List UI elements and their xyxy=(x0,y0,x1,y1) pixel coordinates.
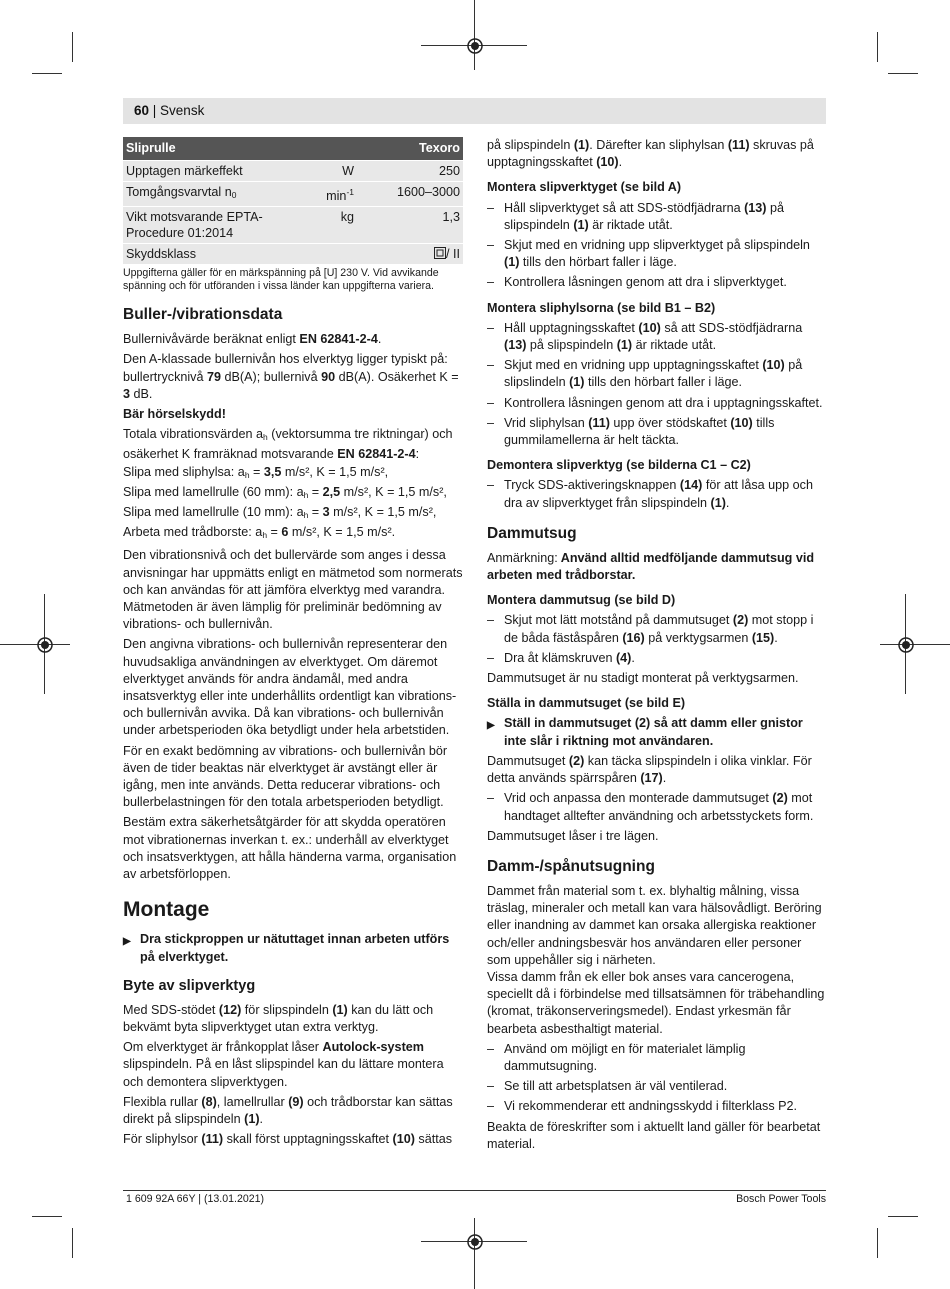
list-item-text: Se till att arbetsplatsen är väl ventilerad. xyxy=(504,1079,728,1094)
footer-rule xyxy=(123,1190,826,1191)
dash-bullet: – xyxy=(487,791,495,806)
text: och trådborstar kan sättas direkt på slipspindeln xyxy=(123,1094,453,1126)
paragraph: Dammutsuget låser i tre lägen. xyxy=(487,828,659,843)
reference-number: (1) xyxy=(569,375,585,390)
list-item xyxy=(487,612,825,646)
warning-item xyxy=(487,715,825,749)
reference-number: (11) xyxy=(727,138,750,152)
subscript: h xyxy=(244,469,250,480)
text: Bär hörselskydd! xyxy=(123,407,226,422)
paragraph: För en exakt bedömning av vibrations- och bullernivån bör även de tider beaktas när elverktyget är avstängt eller är igång, men inte används. Detta reducerar vibrations- och bullerbelastningen för den totala arbetsperioden betydligt. xyxy=(123,743,448,810)
text: på slipslindeln xyxy=(504,358,803,390)
dash-bullet: – xyxy=(487,320,495,335)
crop-mark xyxy=(32,73,62,74)
list-demount xyxy=(487,477,825,511)
dash-bullet: – xyxy=(487,650,495,665)
list-item xyxy=(487,650,825,667)
list-item-text xyxy=(504,320,825,354)
crop-mark xyxy=(888,73,918,74)
spec-label: Upptagen märkeffekt xyxy=(123,161,293,182)
paragraph: Den angivna vibrations- och bullernivån representerar den huvudsakliga användningen av elverktyget. Om däremot elverktyget används för andra ändamål, med andra insatsverktyg eller inte underhållits ordentligt kan vibrations- och bullernivån avvika. Då kan vibrations- och bullernivån under arbetsperioden öka betydligt under hela arbetstiden. xyxy=(123,637,457,738)
text: m/s², K = 1,5 m/s². xyxy=(288,525,396,540)
spec-table-header xyxy=(123,137,463,161)
dash-bullet: – xyxy=(487,478,495,493)
reference-number: (10) xyxy=(392,1132,415,1147)
list-item xyxy=(487,320,825,354)
spec-unit xyxy=(293,182,357,207)
value: 3 xyxy=(123,386,131,401)
footer-brand: Bosch Power Tools xyxy=(736,1193,826,1205)
list-item-text xyxy=(504,274,825,291)
paragraph xyxy=(123,351,463,403)
reference-number: (11) xyxy=(588,415,610,430)
subheading-mount-b: Montera sliphylsorna (se bild B1 – B2) xyxy=(487,300,716,315)
text: Slipa med lamellrulle (10 mm): a xyxy=(123,505,304,520)
value: 3 xyxy=(322,505,330,520)
text: Anmärkning: xyxy=(487,550,558,565)
paragraph xyxy=(123,1131,463,1148)
spec-value xyxy=(357,244,463,265)
page-language: Svensk xyxy=(160,103,205,118)
registration-mark-icon xyxy=(464,1231,486,1253)
list-mount-a xyxy=(487,200,825,292)
list-item xyxy=(487,237,825,271)
list-item xyxy=(487,357,825,391)
text: Skjut med en vridning upp upptagningsskaftet xyxy=(504,358,763,373)
right-column xyxy=(487,137,825,1156)
registration-mark-icon xyxy=(34,634,56,656)
protection-class-text: / II xyxy=(446,247,460,262)
reference-number: (13) xyxy=(744,200,767,215)
list-item-text xyxy=(504,395,825,412)
text: = xyxy=(249,464,264,479)
list-dust-adjust xyxy=(487,790,825,824)
paragraph xyxy=(123,1002,463,1036)
crop-mark xyxy=(877,32,878,62)
text: . xyxy=(631,650,635,665)
text: Slipa med lamellrulle (60 mm): a xyxy=(123,484,304,499)
value: 79 xyxy=(207,369,222,384)
arrow-icon: ▶ xyxy=(487,720,495,732)
text: för att låsa upp och dra av slipverktyget från slipspindeln xyxy=(504,478,813,510)
dash-bullet: – xyxy=(487,1099,495,1114)
list-item xyxy=(487,1098,825,1115)
text: Dammutsuget xyxy=(487,753,569,768)
text: Om elverktyget är frånkopplat låser xyxy=(123,1040,323,1055)
reference-number: (9) xyxy=(288,1094,304,1109)
value: 3,5 xyxy=(263,464,282,479)
list-item xyxy=(487,274,825,291)
text: tills gummilamellerna är helt täckta. xyxy=(504,415,775,448)
list-item-text xyxy=(504,790,825,824)
spec-unit-sup: -1 xyxy=(346,187,354,198)
spec-unit: kg xyxy=(293,207,357,244)
vibration-line xyxy=(123,464,463,484)
left-column xyxy=(123,137,463,1151)
text: är riktade utåt. xyxy=(632,338,717,353)
spec-header-unit xyxy=(293,137,357,161)
section-heading-noise: Buller-/vibrationsdata xyxy=(123,306,283,324)
table-row xyxy=(123,182,463,207)
text: upp över stödskaftet xyxy=(609,415,731,430)
list-item-text xyxy=(504,200,825,234)
dash-bullet: – xyxy=(487,613,495,628)
text: . xyxy=(259,1111,264,1126)
list-item-text xyxy=(504,415,825,449)
text: : xyxy=(415,447,420,462)
spec-label-sub: 0 xyxy=(231,190,237,201)
reference-number: (2) xyxy=(568,753,585,768)
text: skruvas på upptagningsskaftet xyxy=(487,138,814,170)
text: . Därefter kan sliphylsan xyxy=(589,138,728,152)
crop-mark xyxy=(72,32,73,62)
reference-number: (10) xyxy=(596,155,619,170)
text: på slipspindeln xyxy=(526,338,617,353)
list-item-text xyxy=(504,357,825,391)
text: (vektorsumma tre riktningar) och osäkerhet K framräknad motsvarande xyxy=(123,427,453,462)
text: Med SDS-stödet xyxy=(123,1002,219,1017)
text: dB(A). Osäkerhet K = xyxy=(335,369,459,384)
text: Dra åt klämskruven xyxy=(504,650,616,665)
text: för slipspindeln xyxy=(241,1002,333,1017)
text: Kontrollera låsningen genom att dra i upptagningsskaftet. xyxy=(504,395,823,410)
paragraph: Vissa damm från ek eller bok anses vara cancerogena, speciellt då i förbindelse med tillsatsämnen för träbehandling (kromat, träkonserveringsmedel). Endast yrkesmän får bearbeta asbesthaltigt material. xyxy=(487,969,825,1036)
text: m/s², K = 1,5 m/s², xyxy=(329,505,437,520)
vibration-line xyxy=(123,524,463,544)
reference-number: (12) xyxy=(218,1002,242,1017)
list-item-text xyxy=(504,612,825,646)
list-item-text xyxy=(504,650,825,667)
text: mot stopp i de båda fäståspåren xyxy=(504,613,814,645)
paragraph xyxy=(123,331,463,348)
text: Skjut med en vridning upp slipverktyget på slipspindeln xyxy=(504,238,810,253)
page-number: 60 xyxy=(134,103,150,118)
reference-number: (11) xyxy=(201,1132,224,1147)
vibration-line xyxy=(123,484,463,504)
text: slipspindeln. På en låst slipspindel kan du lättare montera och demontera slipverktygen. xyxy=(123,1057,444,1089)
text: . xyxy=(725,495,730,510)
registration-mark-icon xyxy=(895,634,917,656)
text: så att SDS-stödfjädrarna xyxy=(660,320,803,335)
dash-bullet: – xyxy=(487,275,495,290)
text: Håll upptagningsskaftet xyxy=(504,320,639,335)
section-heading-dust: Dammutsug xyxy=(487,524,577,542)
hearing-warning xyxy=(123,406,463,423)
list-mount-b xyxy=(487,320,825,449)
text: = xyxy=(267,525,282,540)
text: Vrid sliphylsan xyxy=(504,415,589,430)
text: = xyxy=(308,484,323,499)
text: dB. xyxy=(130,386,153,401)
text: mot handtaget alltefter användning och arbetsstyckets form. xyxy=(504,791,814,823)
text: tills den hörbart faller i läge. xyxy=(519,255,677,270)
section-heading-chip: Damm-/spånutsugning xyxy=(487,857,655,875)
paragraph: Bestäm extra säkerhetsåtgärder för att skydda operatören mot vibrationernas inverkan t. ex.: underhåll av elverktyget och insatsverktygen, att hålla händerna varma, organisation av arbetsförloppen. xyxy=(123,815,457,882)
table-row xyxy=(123,244,463,265)
reference-number: (1) xyxy=(332,1002,348,1017)
text: Totala vibrationsvärden a xyxy=(123,427,264,442)
reference-number: (4) xyxy=(615,650,632,665)
spec-value: 1,3 xyxy=(357,207,463,244)
text: är riktade utåt. xyxy=(588,217,673,232)
text: Vrid och anpassa den monterade dammutsuget xyxy=(504,791,773,806)
crop-mark xyxy=(888,1216,918,1217)
table-row xyxy=(123,161,463,182)
spec-unit xyxy=(293,244,357,265)
text: m/s², K = 1,5 m/s², xyxy=(340,484,447,499)
reference-number: (8) xyxy=(201,1094,217,1109)
spec-header-model: Texoro xyxy=(357,137,463,161)
list-item xyxy=(487,200,825,234)
spec-header-product: Sliprulle xyxy=(123,137,293,161)
reference-number: (2) xyxy=(732,613,749,628)
subscript: h xyxy=(303,510,309,521)
list-item xyxy=(487,415,825,449)
reference-number: (16) xyxy=(622,630,645,645)
vibration-values xyxy=(123,464,463,545)
subscript: h xyxy=(262,530,268,541)
paragraph: Dammutsuget är nu stadigt monterat på verktygsarmen. xyxy=(487,671,799,686)
text: kan täcka slipspindeln i olika vinklar. För detta används spärrspåren xyxy=(487,753,812,786)
table-row xyxy=(123,207,463,244)
spec-label: Skyddsklass xyxy=(123,244,293,265)
warning-text: Dra stickproppen ur nätuttaget innan arbeten utförs på elverktyget. xyxy=(140,932,450,964)
spec-table xyxy=(123,137,463,265)
text: = xyxy=(308,505,323,520)
list-item-text xyxy=(504,477,825,511)
spec-unit: W xyxy=(293,161,357,182)
reference-number: (2) xyxy=(772,791,788,806)
text: . xyxy=(377,332,382,347)
dash-bullet: – xyxy=(487,395,495,410)
reference-number: (1) xyxy=(504,255,520,270)
vibration-line xyxy=(123,504,463,524)
list-item-text xyxy=(504,237,825,271)
paragraph xyxy=(123,426,463,463)
text: skall först upptagningsskaftet xyxy=(223,1132,393,1147)
text: m/s², K = 1,5 m/s², xyxy=(281,464,389,479)
subheading-dust-mount: Montera dammutsug (se bild D) xyxy=(487,593,676,608)
subscript: h xyxy=(303,489,309,500)
warning-text: Ställ in dammutsuget (2) så att damm eller gnistor inte slår i riktning mot användaren. xyxy=(504,716,803,748)
text: på slipspindeln xyxy=(487,138,574,152)
paragraph xyxy=(487,753,825,787)
section-heading-montage: Montage xyxy=(123,898,210,922)
header-bar xyxy=(123,98,826,124)
paragraph: Beakta de föreskrifter som i aktuellt land gäller för bearbetat material. xyxy=(487,1119,821,1151)
list-item-text: Använd om möjligt en för materialet lämplig dammutsugning. xyxy=(504,1041,746,1073)
list-item xyxy=(487,1041,825,1075)
crop-mark xyxy=(32,1216,62,1217)
text: dB(A); bullernivå xyxy=(221,369,322,384)
reference-number: (1) xyxy=(616,338,633,353)
paragraph xyxy=(123,1039,463,1091)
spec-value: 1600–3000 xyxy=(357,182,463,207)
text: Tryck SDS-aktiveringsknappen xyxy=(504,478,680,493)
dash-bullet: – xyxy=(487,1079,495,1094)
reference-number: (10) xyxy=(730,415,753,430)
paragraph: Dammet från material som t. ex. blyhaltig målning, vissa träslag, mineraler och metall kan vara hälsovådligt. Beröring eller inandning av dammet kan orsaka allergiska reaktioner och/eller andningsbesvär hos användaren eller personer som uppehåller sig i närheten. xyxy=(487,883,822,967)
arrow-icon: ▶ xyxy=(123,936,131,948)
reference-number: (1) xyxy=(573,138,590,152)
crop-mark xyxy=(72,1228,73,1258)
text: Håll slipverktyget så att SDS-stödfjädrarna xyxy=(504,200,745,215)
spec-note: Uppgifterna gäller för en märkspänning på [U] 230 V. Vid avvikande spänning och för utföranden i vissa länder kan uppgifterna variera. xyxy=(123,267,439,293)
text: . xyxy=(662,771,667,786)
reference-number: Autolock-system xyxy=(322,1040,424,1055)
text: på slipspindeln xyxy=(504,200,785,232)
paragraph xyxy=(123,1094,463,1128)
dash-bullet: – xyxy=(487,358,495,373)
list-item xyxy=(487,790,825,824)
text: , lamellrullar xyxy=(216,1094,289,1109)
list-item-text: Vi rekommenderar ett andningsskydd i filterklass P2. xyxy=(504,1099,798,1114)
crop-mark xyxy=(474,1218,475,1289)
section-heading-byte: Byte av slipverktyg xyxy=(123,977,256,994)
dash-bullet: – xyxy=(487,200,495,215)
reference-number: (17) xyxy=(640,771,663,786)
footer-doc-code: 1 609 92A 66Y | (13.01.2021) xyxy=(126,1193,265,1205)
reference-number: (13) xyxy=(504,338,527,353)
subscript: h xyxy=(263,432,268,443)
spec-value: 250 xyxy=(357,161,463,182)
text: . xyxy=(618,155,623,170)
text: Kontrollera låsningen genom att dra i slipverktyget. xyxy=(504,275,787,290)
warning-item xyxy=(123,931,463,965)
value: 6 xyxy=(281,525,289,540)
reference-number: Använd alltid medföljande dammutsug vid arbeten med trådborstar. xyxy=(487,550,815,583)
reference-number: (1) xyxy=(710,495,726,510)
text: kan du lätt och bekvämt byta slipverktyget utan extra verktyg. xyxy=(123,1002,434,1034)
spec-label xyxy=(123,182,293,207)
spec-unit-text: min xyxy=(326,189,347,204)
subheading-demount: Demontera slipverktyg (se bilderna C1 – C2) xyxy=(487,458,751,473)
standard-ref: EN 62841-2-4 xyxy=(299,332,378,347)
dash-bullet: – xyxy=(487,415,495,430)
reference-number: (1) xyxy=(244,1111,260,1126)
text: på verktygsarmen xyxy=(644,630,752,645)
list-dust-mount xyxy=(487,612,825,667)
registration-mark-icon xyxy=(464,35,486,57)
page-header: 60 | Svensk xyxy=(134,103,205,118)
text: För sliphylsor xyxy=(123,1132,202,1147)
text: Flexibla rullar xyxy=(123,1094,202,1109)
reference-number: (1) xyxy=(573,217,589,232)
text: Arbeta med trådborste: a xyxy=(123,525,263,540)
dash-bullet: – xyxy=(487,1041,495,1056)
reference-number: (10) xyxy=(638,320,661,335)
text: Skjut mot lätt motstånd på dammutsuget xyxy=(504,613,733,628)
list-item xyxy=(487,477,825,511)
protection-class-icon xyxy=(434,247,446,259)
reference-number: (15) xyxy=(751,630,775,645)
crop-mark xyxy=(877,1228,878,1258)
subheading-mount-a: Montera slipverktyget (se bild A) xyxy=(487,180,682,195)
paragraph: Den vibrationsnivå och det bullervärde som anges i dessa anvisningar har uppmätts enligt en mätmetod som normerats och kan användas för att jämföra elverktyg med varandra. Mätmetoden är även lämplig för preliminär bedömning av vibrations- och bullernivån. xyxy=(123,548,463,632)
text: sättas xyxy=(414,1132,453,1147)
subheading-dust-adjust: Ställa in dammutsuget (se bild E) xyxy=(487,696,686,711)
spec-label-text: Tomgångsvarvtal n xyxy=(126,185,232,200)
text: Bullernivåvärde beräknat enligt xyxy=(123,332,300,347)
list-chip xyxy=(487,1041,825,1116)
reference-number: (14) xyxy=(679,478,703,493)
dash-bullet: – xyxy=(487,238,495,253)
text: tills den hörbart faller i läge. xyxy=(584,375,743,390)
dust-note xyxy=(487,550,825,584)
list-item xyxy=(487,1078,825,1095)
text: Den A-klassade bullernivån hos elverktyg ligger typiskt på: bullertrycknivå xyxy=(123,352,448,384)
list-item xyxy=(487,395,825,412)
text: Slipa med sliphylsa: a xyxy=(123,464,245,479)
paragraph xyxy=(487,137,825,171)
standard-ref: EN 62841-2-4 xyxy=(337,447,416,462)
text: . xyxy=(774,630,778,645)
value: 2,5 xyxy=(322,484,341,499)
spec-label: Vikt motsvarande EPTA-Procedure 01:2014 xyxy=(123,207,293,244)
reference-number: (10) xyxy=(762,358,785,373)
value: 90 xyxy=(321,369,336,384)
